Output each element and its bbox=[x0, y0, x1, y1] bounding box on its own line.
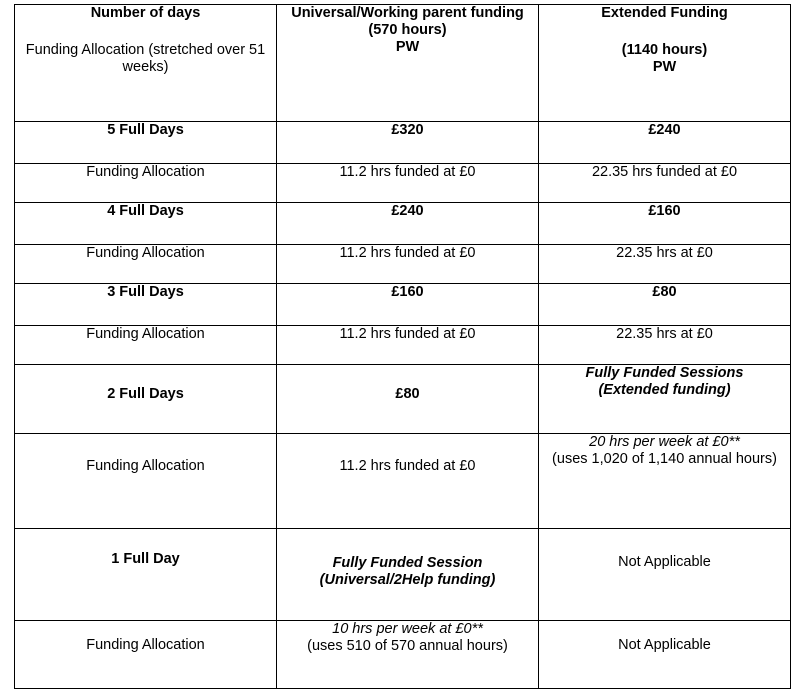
header-cell-extended bbox=[539, 5, 791, 122]
extended-fully-funded-cell bbox=[539, 365, 791, 434]
days-cell: 3 Full Days bbox=[15, 284, 277, 326]
universal-fully-funded-subtitle: (Universal/2Help funding) bbox=[319, 572, 496, 588]
header-extended-hours: (1140 hours) bbox=[621, 42, 708, 58]
universal-allocation-cell: 11.2 hrs funded at £0 bbox=[277, 434, 539, 529]
header-extended-title: Extended Funding bbox=[601, 5, 728, 21]
header-number-of-days: Number of days bbox=[90, 5, 201, 21]
table-row bbox=[15, 434, 791, 529]
extended-price-cell: £160 bbox=[539, 203, 791, 245]
universal-fully-funded-title: Fully Funded Session bbox=[332, 555, 483, 571]
extended-not-applicable-cell: Not Applicable bbox=[539, 621, 791, 689]
table-row bbox=[15, 365, 791, 434]
header-cell-universal bbox=[277, 5, 539, 122]
universal-allocation-cell: 11.2 hrs funded at £0 bbox=[277, 245, 539, 284]
header-universal-hours: (570 hours) bbox=[368, 22, 447, 38]
extended-fully-funded-title: Fully Funded Sessions bbox=[585, 365, 744, 381]
universal-price-cell: £240 bbox=[277, 203, 539, 245]
extended-not-applicable-cell: Not Applicable bbox=[539, 529, 791, 621]
header-universal-title: Universal/Working parent funding bbox=[291, 5, 524, 21]
extended-allocation-cell: 22.35 hrs funded at £0 bbox=[539, 164, 791, 203]
extended-annual-usage: (uses 1,020 of 1,140 annual hours) bbox=[552, 451, 777, 467]
table-row bbox=[15, 284, 791, 326]
funding-table bbox=[14, 4, 791, 689]
allocation-label-cell: Funding Allocation bbox=[15, 621, 277, 689]
header-cell-days bbox=[15, 5, 277, 122]
table-row bbox=[15, 326, 791, 365]
extended-hours-per-week: 20 hrs per week at £0** bbox=[589, 434, 740, 450]
universal-fully-funded-cell bbox=[277, 529, 539, 621]
extended-allocation-cell bbox=[539, 434, 791, 529]
table-row bbox=[15, 122, 791, 164]
extended-fully-funded-subtitle: (Extended funding) bbox=[598, 382, 731, 398]
table-row bbox=[15, 245, 791, 284]
table-header-row bbox=[15, 5, 791, 122]
days-cell: 2 Full Days bbox=[15, 365, 277, 434]
allocation-label-cell: Funding Allocation bbox=[15, 434, 277, 529]
days-cell: 1 Full Day bbox=[15, 529, 277, 621]
table-row bbox=[15, 203, 791, 245]
extended-allocation-cell: 22.35 hrs at £0 bbox=[539, 245, 791, 284]
header-extended-pw: PW bbox=[652, 59, 677, 75]
universal-price-cell: £320 bbox=[277, 122, 539, 164]
header-universal-pw: PW bbox=[395, 39, 420, 55]
table-row bbox=[15, 164, 791, 203]
allocation-label-cell: Funding Allocation bbox=[15, 164, 277, 203]
universal-hours-per-week: 10 hrs per week at £0** bbox=[332, 621, 483, 637]
days-cell: 4 Full Days bbox=[15, 203, 277, 245]
days-cell: 5 Full Days bbox=[15, 122, 277, 164]
header-funding-allocation-note: Funding Allocation (stretched over 51 weeks) bbox=[25, 42, 266, 75]
extended-allocation-cell: 22.35 hrs at £0 bbox=[539, 326, 791, 365]
universal-allocation-cell: 11.2 hrs funded at £0 bbox=[277, 164, 539, 203]
table-row bbox=[15, 529, 791, 621]
universal-price-cell: £80 bbox=[277, 365, 539, 434]
universal-annual-usage: (uses 510 of 570 annual hours) bbox=[307, 638, 508, 654]
allocation-label-cell: Funding Allocation bbox=[15, 245, 277, 284]
table-row bbox=[15, 621, 791, 689]
universal-price-cell: £160 bbox=[277, 284, 539, 326]
universal-allocation-cell bbox=[277, 621, 539, 689]
allocation-label-cell: Funding Allocation bbox=[15, 326, 277, 365]
extended-price-cell: £240 bbox=[539, 122, 791, 164]
universal-allocation-cell: 11.2 hrs funded at £0 bbox=[277, 326, 539, 365]
extended-price-cell: £80 bbox=[539, 284, 791, 326]
